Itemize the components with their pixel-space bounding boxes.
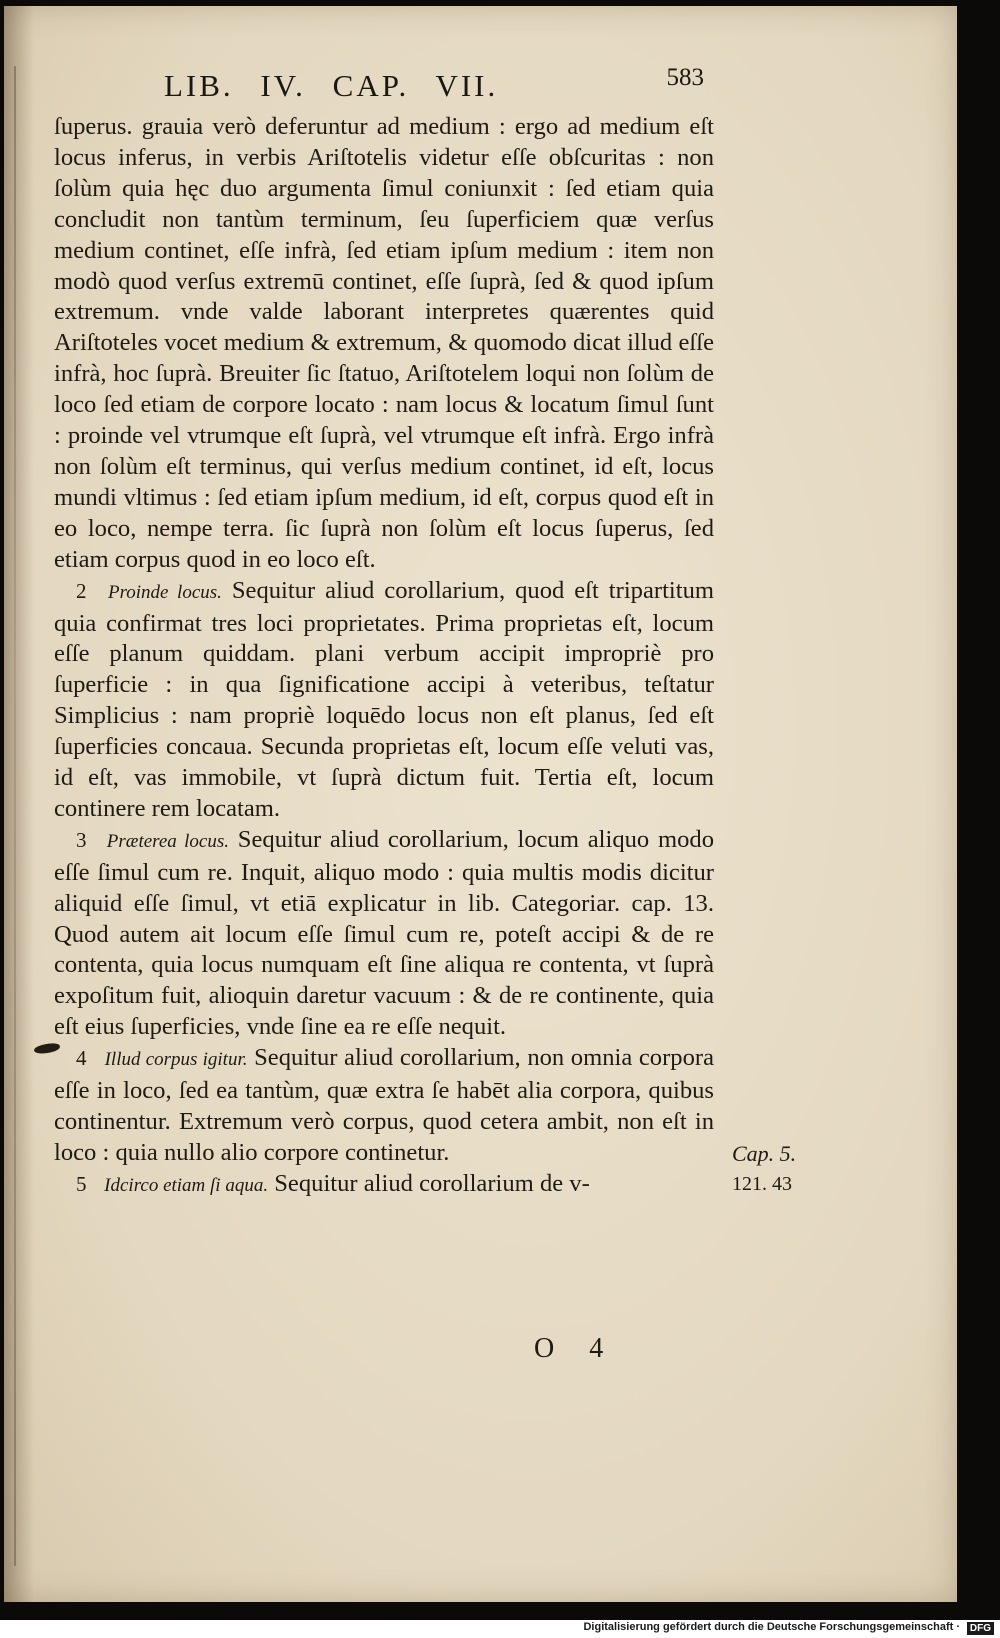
footer-bar xyxy=(0,1620,1000,1638)
paragraph-number: 4 xyxy=(76,1046,87,1071)
paragraph-lemma: Illud corpus igitur. xyxy=(104,1049,248,1071)
paragraph-text: Sequitur aliud corollarium de v- xyxy=(274,1169,590,1197)
paragraph-number: 2 xyxy=(76,578,87,603)
paragraph-5 xyxy=(54,1169,714,1202)
paragraph-number: 5 xyxy=(76,1171,87,1196)
body-text xyxy=(54,112,714,1202)
margin-note-chapter: Cap. 5. xyxy=(732,1141,797,1166)
margin-note xyxy=(732,1139,822,1199)
paragraph-text: Sequitur aliud corollarium, quod eſt tripartitum quia confirmat tres loci proprietates. Prima proprietas eſt, locum eſſe planum quiddam. plani verbum accipit impropriè pro ſuperficie : in qua ſignificatione accipi à veteribus, teſtatur Simplicius : nam propriè loquēdo locus non eſt planus, ſed eſt ſuperficies concaua. Secunda proprietas eſt, locum eſſe veluti vas, id eſt, vas immobile, vt ſuprà dictum fuit. Tertia eſt, locum continere rem locatam. xyxy=(54,576,714,822)
paragraph-number: 3 xyxy=(76,827,87,852)
spine-line xyxy=(14,66,16,1566)
paragraph-text: ſuperus. grauia verò deferuntur ad medium : ergo ad medium eſt locus inferus, in verbis Ariſtotelis videtur eſſe obſcuritas : non ſolùm quia hęc duo argumenta ſimul coniunxit : ſed etiam quia concludit non tantùm terminum, ſeu ſuperficiem quæ verſus medium continet, eſſe infrà, ſed etiam ipſum medium : item non modò quod verſus extremū continet, eſſe ſuprà, ſed & quod ipſum extremum. vnde valde laborant interpretes quærentes quid Ariſtoteles vocet medium & extremum, & quomodo dicat illud eſſe infrà, hoc ſuprà. Breuiter ſic ſtatuo, Ariſtotelem loqui non ſolùm de loco ſed etiam de corpore locato : nam locus & locatum ſimul ſunt : proinde vel vtrumque eſt ſuprà, vel vtrumque eſt infrà. Ergo infrà non ſolùm eſt terminus, qui verſus medium continet, id eſt, locus mundi vltimus : ſed etiam ipſum medium, id eſt, corpus quod eſt in eo loco, nempe terra. ſic ſuprà non ſolùm eſt locus ſuperus, ſed etiam corpus quod in eo loco eſt. xyxy=(54,113,714,573)
paragraph-3 xyxy=(54,825,714,1043)
running-title: LIB. IV. CAP. VII. xyxy=(164,68,499,103)
page-number: 583 xyxy=(666,64,704,91)
paragraph-lemma: Idcirco etiam ſi aqua. xyxy=(104,1174,269,1196)
dfg-logo: DFG xyxy=(967,1622,994,1635)
page-edge-shadow xyxy=(4,6,34,1602)
margin-note-reference: 121. 43 xyxy=(732,1173,792,1195)
paragraph-text: Sequitur aliud corollarium, non omnia corpora eſſe in loco, ſed ea tantùm, quæ extra ſe habēt alia corpora, quibus continentur. Extremum verò corpus, quod cetera ambit, non eſt in loco : quia nullo alio corpore continetur. xyxy=(54,1044,714,1166)
page-header xyxy=(164,64,704,108)
paragraph-2 xyxy=(54,576,714,825)
footer-credit: Digitalisierung gefördert durch die Deutsche Forschungsgemeinschaft · xyxy=(583,1621,960,1633)
book-page xyxy=(4,6,957,1602)
paragraph-lemma: Proinde locus. xyxy=(107,581,222,603)
paragraph-text: Sequitur aliud corollarium, locum aliquo modo eſſe ſimul cum re. Inquit, aliquo modo : quia multis modis dicitur aliquid eſſe ſimul, vt etiā explicatur in lib. Categoriar. cap. 13. Quod autem ait locum eſſe ſimul cum re, poteſt accipi & de re contenta, quia locus numquam eſt ſine aliqua re contenta, vt ſuprà expoſitum fuit, alioquin daretur vacuum : & de re continente, quia eſt eius ſuperficies, vnde ſine ea re eſſe nequit. xyxy=(54,825,714,1041)
paragraph-lemma: Præterea locus. xyxy=(106,830,230,852)
paragraph-continuation xyxy=(54,112,714,576)
signature-mark: O 4 xyxy=(534,1333,618,1364)
paragraph-4 xyxy=(54,1043,714,1169)
